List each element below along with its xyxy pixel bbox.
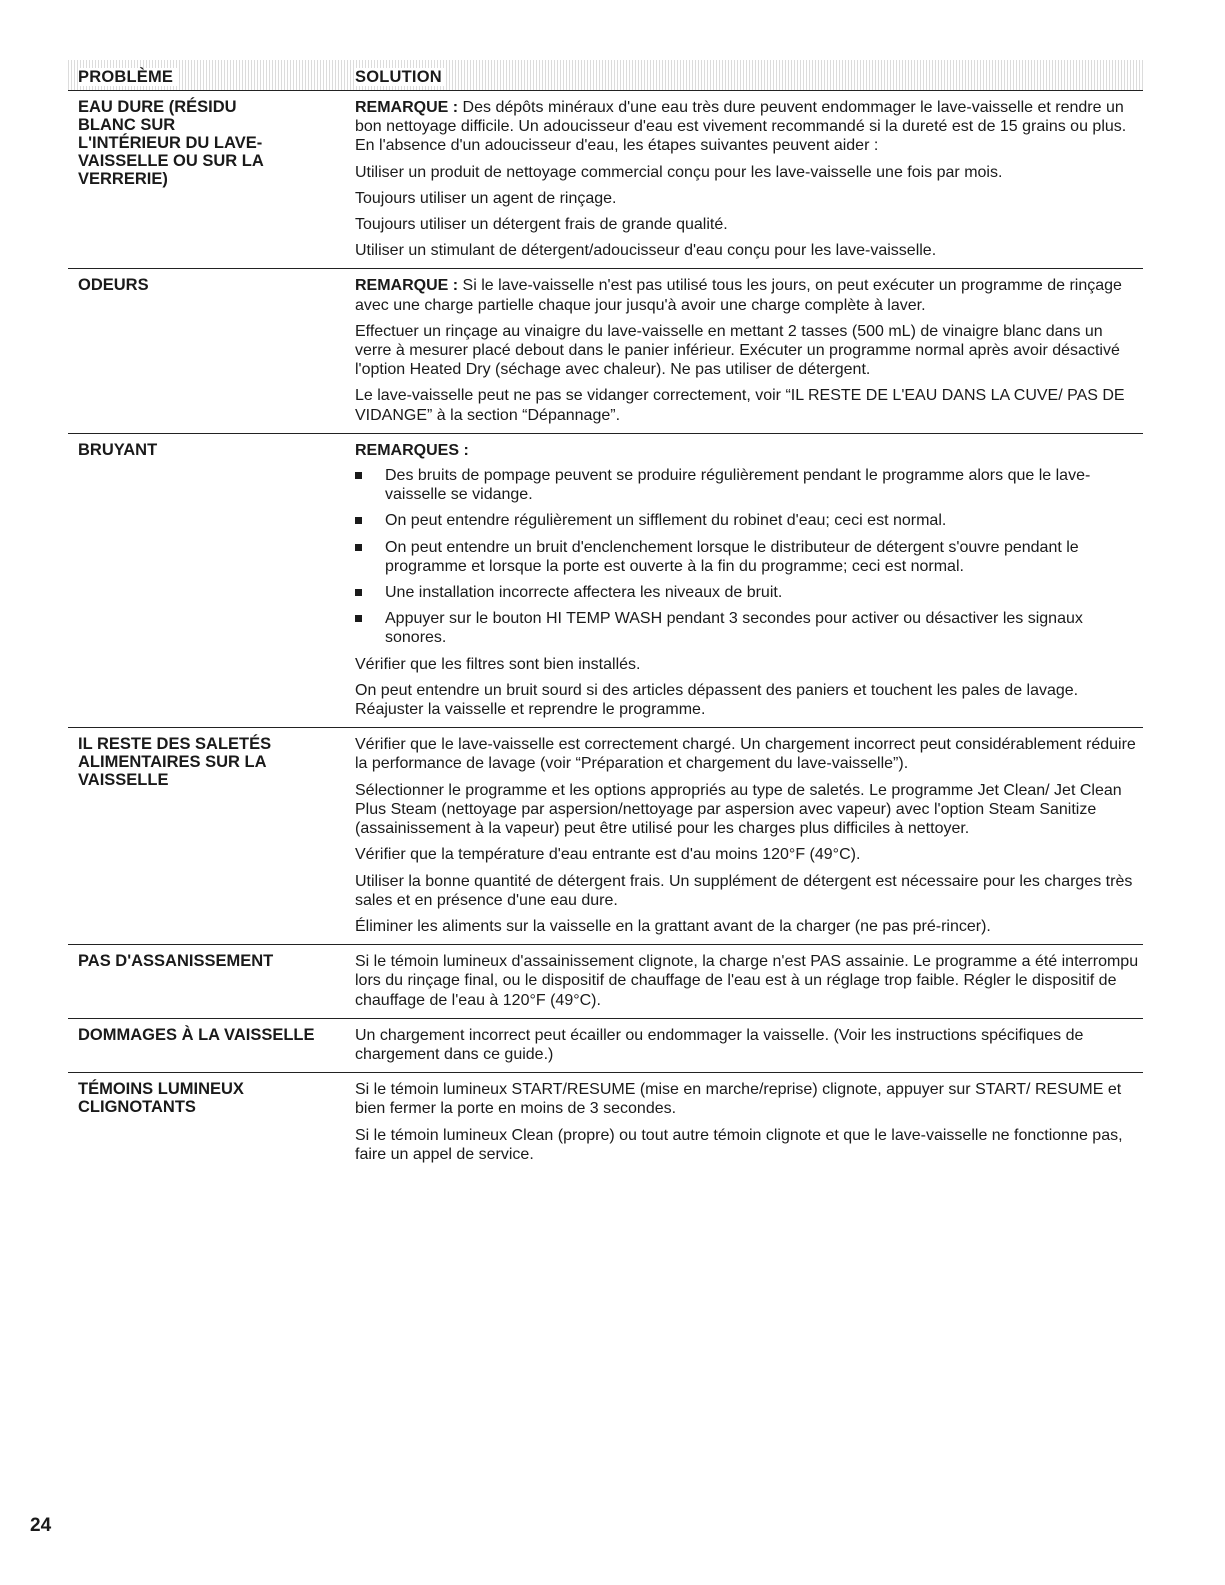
solution-paragraph: REMARQUE : Si le lave-vaisselle n'est pas utilisé tous les jours, on peut exécuter un programme de rinçage avec une charge partielle chaque jour jusqu'à avoir une charge complète à laver. xyxy=(355,277,1122,314)
bullet-list xyxy=(355,466,1141,648)
solution-paragraph: Utiliser la bonne quantité de détergent frais. Un supplément de détergent est nécessaire pour les charges très sales et en présence d'une eau dure. xyxy=(355,872,1133,909)
problem-title: BRUYANT xyxy=(78,440,158,459)
solution-cell xyxy=(355,98,1143,260)
list-item: Une installation incorrecte affectera les niveaux de bruit. xyxy=(355,583,1141,602)
square-bullet-icon xyxy=(355,538,385,576)
problem-title: TÉMOINS LUMINEUX CLIGNOTANTS xyxy=(78,1080,244,1117)
table-row xyxy=(68,728,1143,945)
table-row xyxy=(68,945,1143,1019)
solution-paragraph: Effectuer un rinçage au vinaigre du lave-vaisselle en mettant 2 tasses (500 mL) de vinaigre blanc dans un verre à mesurer placé debout dans le panier inférieur. Exécuter un programme normal après avoir désactivé l'option Heated Dry (séchage avec chaleur). Ne pas utiliser de détergent. xyxy=(355,322,1120,379)
note-label: REMARQUE : xyxy=(355,277,459,295)
table-row xyxy=(68,434,1143,728)
table-row xyxy=(68,1019,1143,1073)
troubleshooting-table xyxy=(68,60,1143,1172)
problem-title: DOMMAGES À LA VAISSELLE xyxy=(78,1025,315,1044)
solution-paragraph: Un chargement incorrect peut écailler ou endommager la vaisselle. (Voir les instructions spécifiques de chargement dans ce guide.) xyxy=(355,1026,1084,1063)
solution-paragraph: REMARQUE : Des dépôts minéraux d'une eau très dure peuvent endommager le lave-vaisselle et rendre un bon nettoyage difficile. Un adoucisseur d'eau est vivement recommandé si la dureté est de 15 grains ou plus. En l'absence d'un adoucisseur d'eau, les étapes suivantes peuvent aider : xyxy=(355,99,1127,155)
problem-title: ODEURS xyxy=(78,276,149,295)
solution-paragraph: Vérifier que les filtres sont bien installés. xyxy=(355,655,641,673)
solution-paragraph: Le lave-vaisselle peut ne pas se vidanger correctement, voir “IL RESTE DE L'EAU DANS LA CUVE/ PAS DE VIDANGE” à la section “Dépannage”. xyxy=(355,387,1125,424)
problem-title: IL RESTE DES SALETÉS ALIMENTAIRES SUR LA VAISSELLE xyxy=(78,735,272,790)
solution-cell xyxy=(355,735,1143,936)
solution-paragraph: Si le témoin lumineux START/RESUME (mise en marche/reprise) clignote, appuyer sur START/ RESUME et bien fermer la porte en moins de 3 secondes. xyxy=(355,1081,1122,1118)
solution-column-header: SOLUTION xyxy=(355,68,446,86)
solution-paragraph: Utiliser un produit de nettoyage commercial conçu pour les lave-vaisselle une fois par mois. xyxy=(355,163,1003,181)
list-item: Appuyer sur le bouton HI TEMP WASH pendant 3 secondes pour activer ou désactiver les signaux sonores. xyxy=(355,609,1141,647)
table-row xyxy=(68,91,1143,269)
solution-paragraph: Toujours utiliser un détergent frais de grande qualité. xyxy=(355,216,728,234)
solution-paragraph: Utiliser un stimulant de détergent/adoucisseur d'eau conçu pour les lave-vaisselle. xyxy=(355,242,937,260)
solution-paragraph: Si le témoin lumineux Clean (propre) ou tout autre témoin clignote et que le lave-vaisselle ne fonctionne pas, faire un appel de service. xyxy=(355,1126,1123,1163)
list-item: Des bruits de pompage peuvent se produire régulièrement pendant le programme alors que le lave-vaisselle se vidange. xyxy=(355,466,1141,504)
problem-column-header: PROBLÈME xyxy=(78,68,177,86)
solution-cell xyxy=(355,276,1143,424)
solution-cell xyxy=(355,441,1143,719)
list-item: On peut entendre un bruit d'enclenchement lorsque le distributeur de détergent s'ouvre pendant le programme et lorsque la porte est ouverte à la fin du programme; ceci est normal. xyxy=(355,538,1141,576)
problem-title: EAU DURE (RÉSIDU BLANC SUR L'INTÉRIEUR DU LAVE-VAISSELLE OU SUR LA VERRERIE) xyxy=(78,98,264,188)
solution-cell xyxy=(355,952,1143,1010)
solution-paragraph: Éliminer les aliments sur la vaisselle en la grattant avant de la charger (ne pas pré-rincer). xyxy=(355,917,991,935)
table-header xyxy=(68,60,1143,91)
solution-paragraph: Vérifier que la température d'eau entrante est d'au moins 120°F (49°C). xyxy=(355,846,861,864)
table-row xyxy=(68,269,1143,433)
square-bullet-icon xyxy=(355,511,385,530)
note-label: REMARQUE : xyxy=(355,99,459,116)
problem-title: PAS D'ASSANISSEMENT xyxy=(78,952,274,971)
solution-cell xyxy=(355,1026,1143,1064)
solution-cell xyxy=(355,1080,1143,1164)
square-bullet-icon xyxy=(355,466,385,504)
solution-paragraph: On peut entendre un bruit sourd si des articles dépassent des paniers et touchent les pales de lavage. Réajuster la vaisselle et reprendre le programme. xyxy=(355,681,1079,719)
solution-paragraph: Toujours utiliser un agent de rinçage. xyxy=(355,189,617,207)
list-item: On peut entendre régulièrement un sifflement du robinet d'eau; ceci est normal. xyxy=(355,511,1141,530)
square-bullet-icon xyxy=(355,609,385,647)
square-bullet-icon xyxy=(355,583,385,602)
solution-paragraph: Si le témoin lumineux d'assainissement clignote, la charge n'est PAS assainie. Le programme a été interrompu lors du rinçage final, ou le dispositif de chauffage de l'eau est à un réglage trop faible. Régler le dispositif de chauffage de l'eau à 120°F (49°C). xyxy=(355,953,1139,1009)
page-number: 24 xyxy=(30,1515,52,1536)
note-label: REMARQUES : xyxy=(355,441,469,459)
table-row xyxy=(68,1073,1143,1172)
solution-paragraph: Sélectionner le programme et les options appropriés au type de saletés. Le programme Jet Clean/ Jet Clean Plus Steam (nettoyage par aspersion/nettoyage par aspersion avec vapeur) avec l'option Steam Sanitize (assainissement à la vapeur) peut être utilisé pour les charges plus difficiles à nettoyer. xyxy=(355,781,1122,838)
solution-paragraph: Vérifier que le lave-vaisselle est correctement chargé. Un chargement incorrect peut considérablement réduire la performance de lavage (voir “Préparation et chargement du lave-vaisselle”). xyxy=(355,736,1136,773)
